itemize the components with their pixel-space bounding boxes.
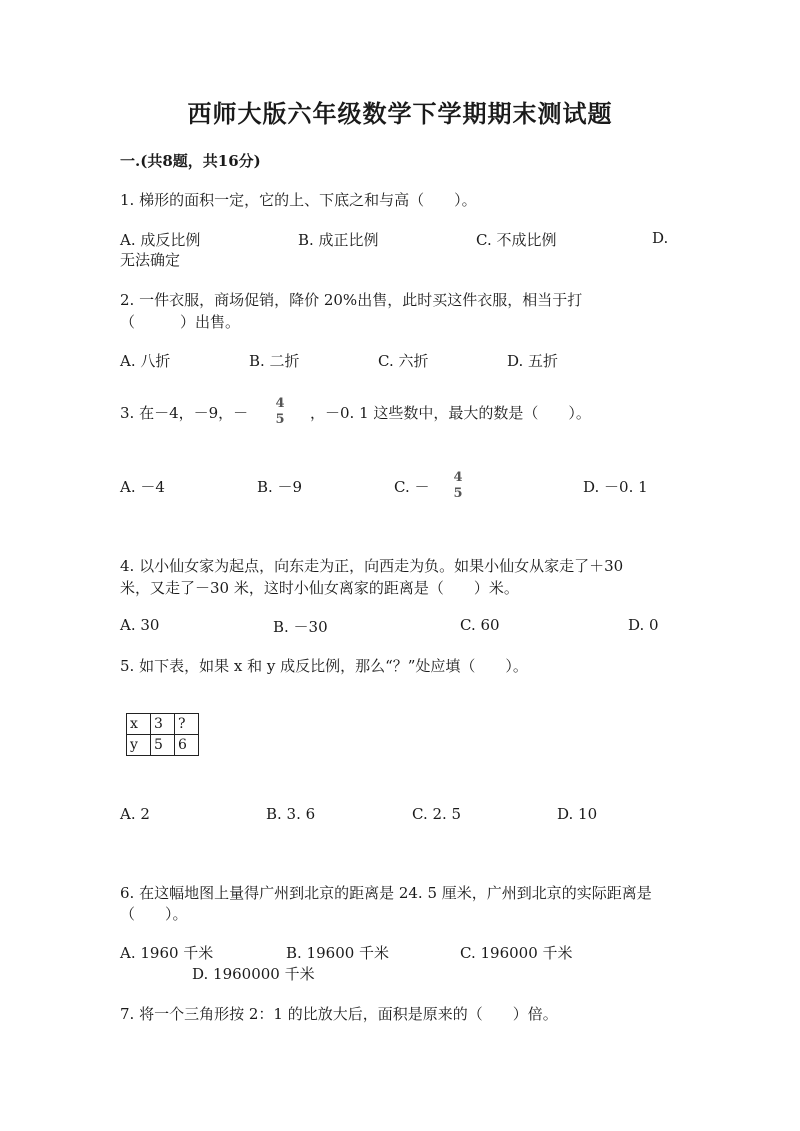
q4-option-d[interactable]: D. 0: [628, 616, 659, 634]
q4-option-b[interactable]: B. －30: [273, 618, 328, 636]
q3-option-a[interactable]: A. －4: [120, 478, 165, 496]
question-1-stem: 1. 梯形的面积一定，它的上、下底之和与高（ ）。: [120, 191, 477, 209]
table-cell: 3: [151, 714, 175, 735]
q3-option-c-fraction: [450, 470, 466, 502]
question-5-stem: 5. 如下表，如果 x 和 y 成反比例，那么“？”处应填（ ）。: [120, 657, 528, 675]
question-2-stem-line1: 2. 一件衣服，商场促销，降价 20%出售，此时买这件衣服，相当于打: [120, 291, 583, 309]
table-row-y: [127, 735, 199, 756]
q3-fraction: [272, 396, 288, 428]
q2-option-d[interactable]: D. 五折: [507, 352, 559, 370]
q1-option-d-label[interactable]: D.: [652, 229, 669, 247]
section-heading: 一.(共8题，共16分): [120, 152, 261, 170]
question-4-stem-line1: 4. 以小仙女家为起点，向东走为正，向西走为负。如果小仙女从家走了＋30: [120, 557, 624, 575]
table-cell: 6: [175, 735, 199, 756]
page-title: 西师大版六年级数学下学期期末测试题: [187, 99, 613, 128]
q5-option-d[interactable]: D. 10: [557, 805, 598, 823]
q3-option-c-numerator: 4: [453, 470, 463, 485]
table-row-x: [127, 714, 199, 735]
q1-option-b[interactable]: B. 成正比例: [298, 231, 379, 249]
q6-option-b[interactable]: B. 19600 千米: [286, 944, 390, 962]
q3-fraction-numerator: 4: [275, 396, 285, 411]
q4-option-c[interactable]: C. 60: [460, 616, 500, 634]
question-4-stem-line2: 米，又走了－30 米，这时小仙女离家的距离是（ ）米。: [120, 579, 519, 597]
q2-option-b[interactable]: B. 二折: [249, 352, 300, 370]
q1-option-a[interactable]: A. 成反比例: [120, 231, 201, 249]
q6-option-a[interactable]: A. 1960 千米: [120, 944, 214, 962]
q5-option-b[interactable]: B. 3. 6: [266, 805, 316, 823]
question-7-stem: 7. 将一个三角形按 2：1 的比放大后，面积是原来的（ ）倍。: [120, 1005, 558, 1023]
question-3-stem-pre: 3. 在－4，－9，－: [120, 404, 249, 422]
q6-option-d[interactable]: D. 1960000 千米: [192, 965, 315, 983]
question-2-stem-line2: （ ）出售。: [120, 313, 241, 331]
table-cell: x: [127, 714, 151, 735]
q3-option-c-denominator: 5: [453, 486, 463, 501]
q5-option-a[interactable]: A. 2: [120, 805, 150, 823]
q1-option-d-text[interactable]: 无法确定: [120, 251, 181, 269]
q2-option-a[interactable]: A. 八折: [120, 352, 171, 370]
question-3-stem-post: ，－0. 1 这些数中，最大的数是（ ）。: [310, 404, 591, 422]
q3-option-c[interactable]: C. －: [394, 478, 430, 496]
table-cell: ?: [175, 714, 199, 735]
q6-option-c[interactable]: C. 196000 千米: [460, 944, 573, 962]
q1-option-c[interactable]: C. 不成比例: [476, 231, 557, 249]
q3-fraction-denominator: 5: [275, 412, 285, 427]
q3-option-b[interactable]: B. －9: [257, 478, 303, 496]
q4-option-a[interactable]: A. 30: [120, 616, 160, 634]
q5-option-c[interactable]: C. 2. 5: [412, 805, 462, 823]
question-6-stem-line1: 6. 在这幅地图上量得广州到北京的距离是 24. 5 厘米，广州到北京的实际距离是: [120, 884, 652, 902]
q2-option-c[interactable]: C. 六折: [378, 352, 429, 370]
question-6-stem-line2: （ ）。: [120, 905, 188, 923]
q3-option-d[interactable]: D. －0. 1: [583, 478, 648, 496]
table-cell: 5: [151, 735, 175, 756]
xy-table: [126, 713, 199, 756]
table-cell: y: [127, 735, 151, 756]
